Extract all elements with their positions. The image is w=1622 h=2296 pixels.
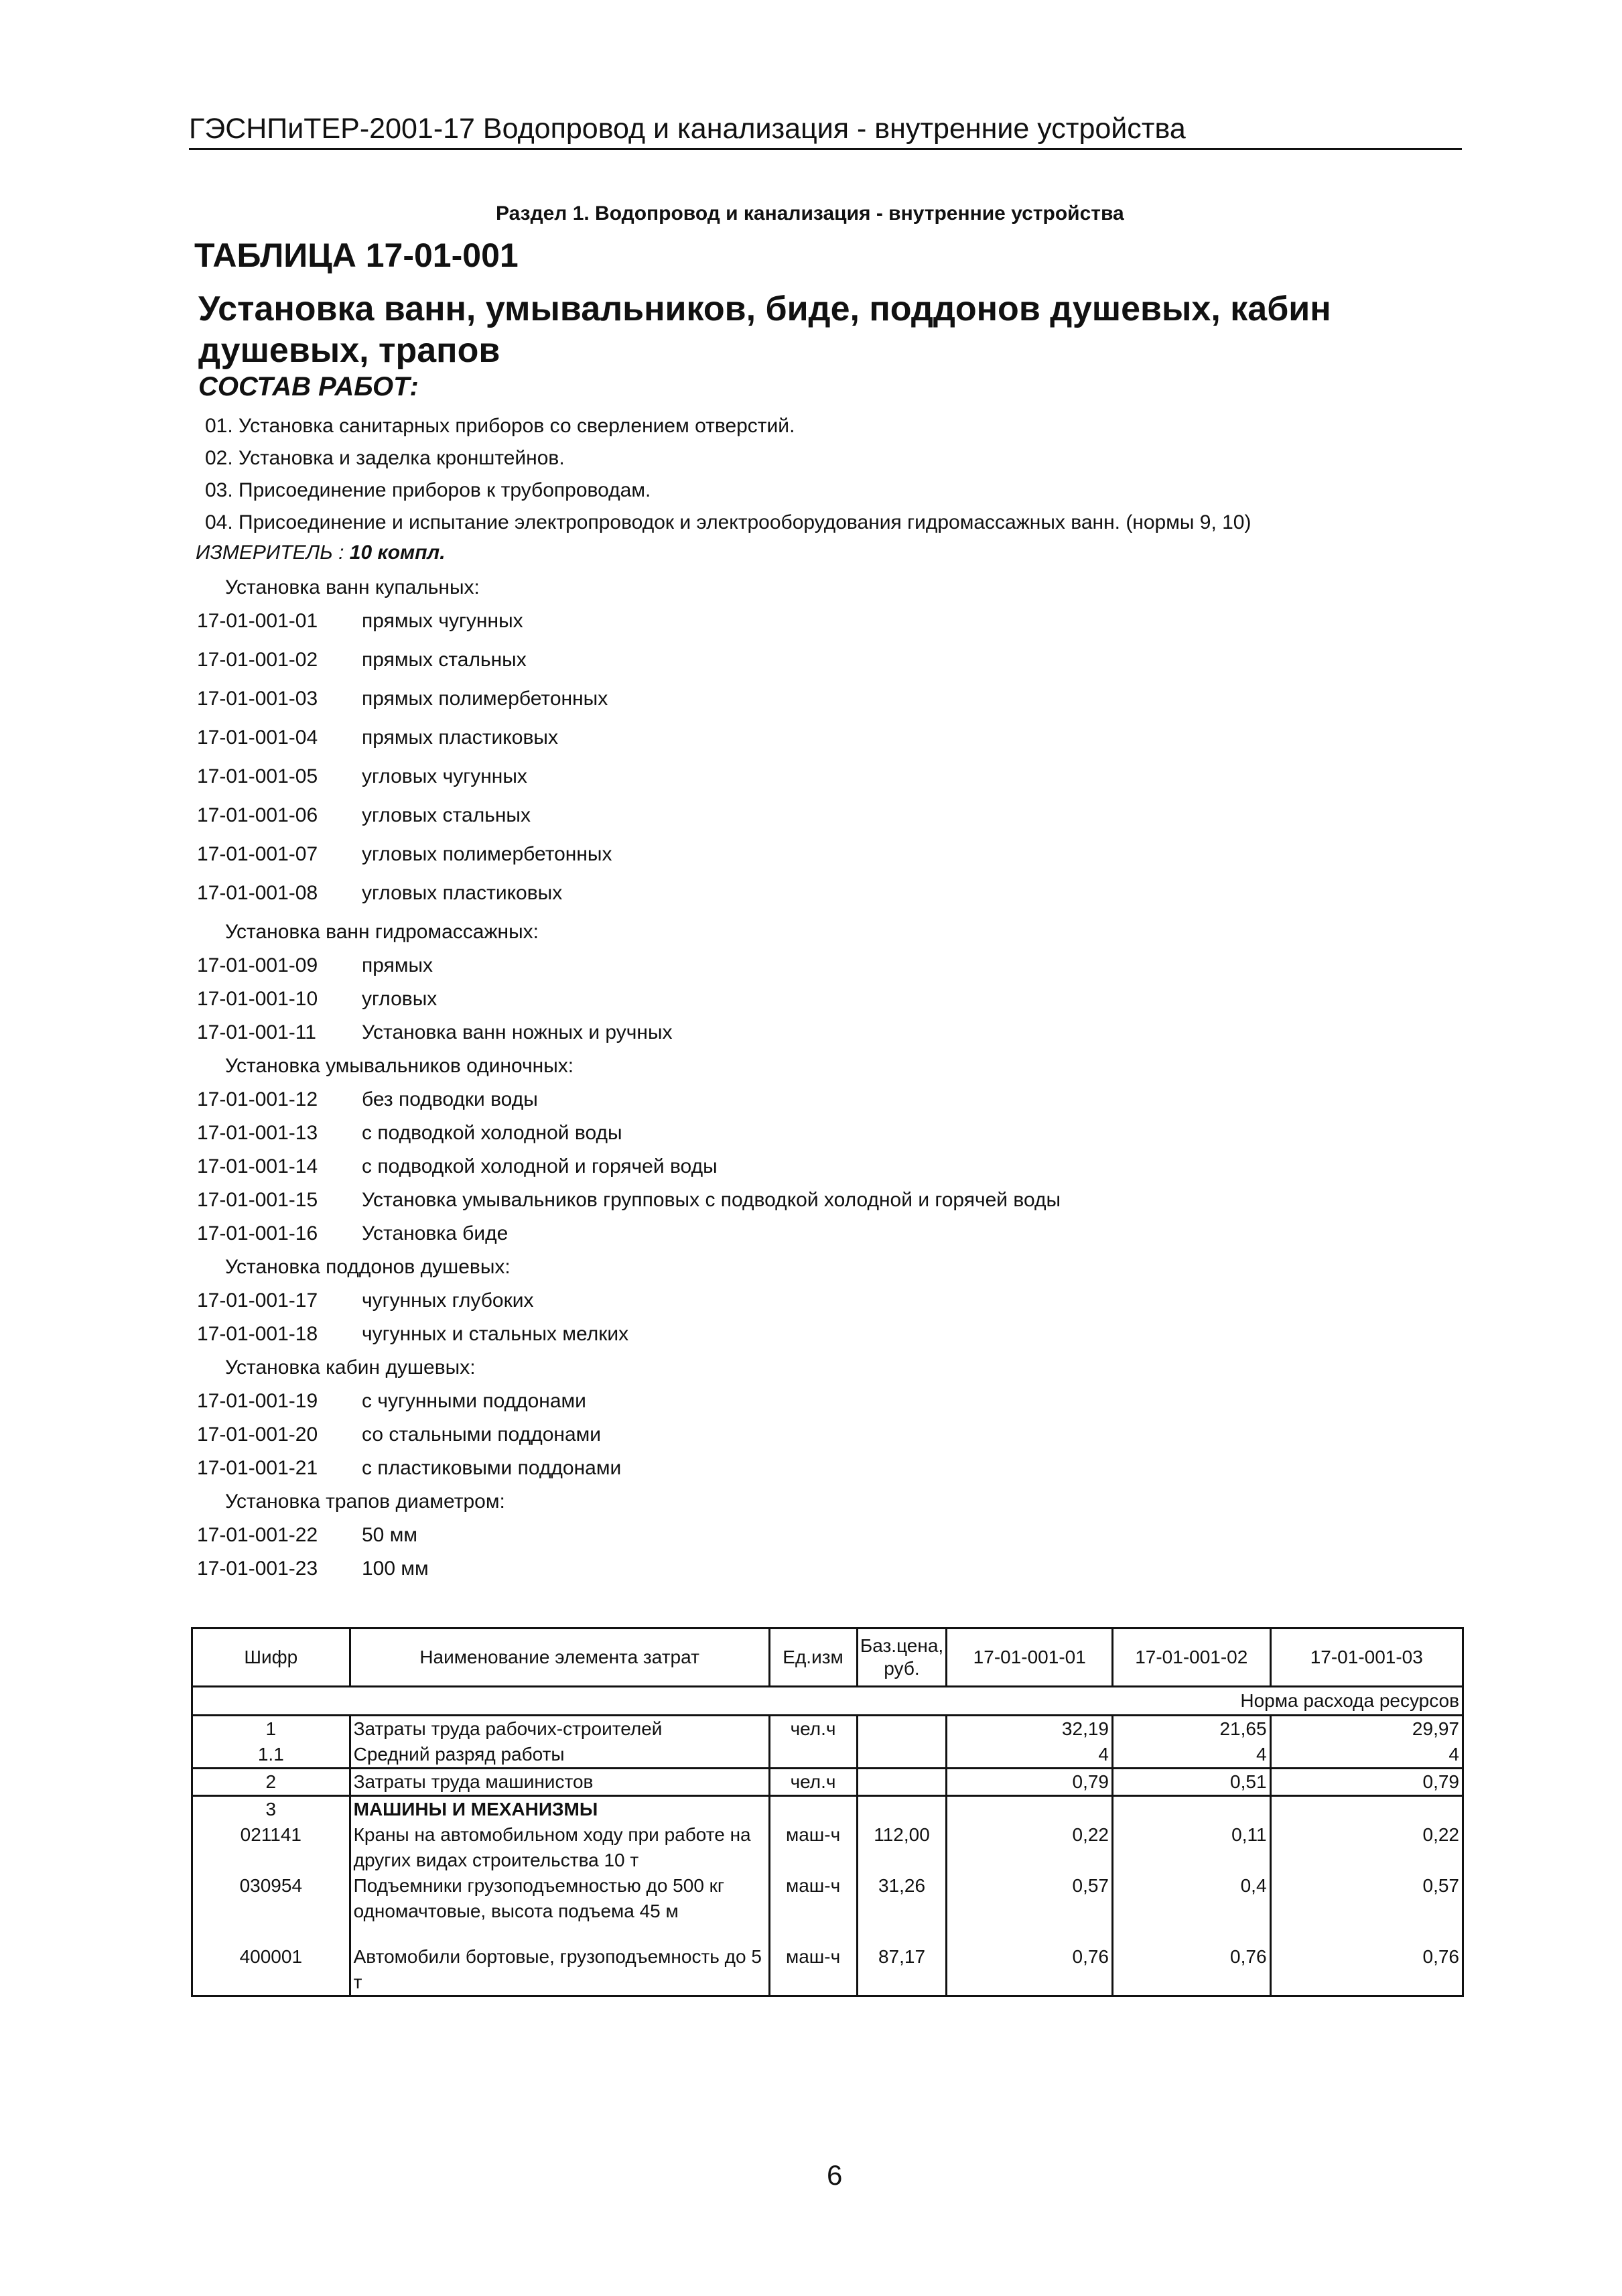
code-description: чугунных и стальных мелких	[362, 1323, 629, 1345]
code-item	[197, 765, 1061, 804]
table-cell: 030954	[192, 1873, 350, 1924]
code-number: 17-01-001-09	[197, 954, 318, 976]
table-cell: 0,4	[1113, 1873, 1271, 1924]
code-description: с подводкой холодной воды	[362, 1122, 622, 1144]
table-cell: чел.ч	[769, 1769, 857, 1796]
code-item	[197, 610, 1061, 649]
table-cell: 1	[192, 1716, 350, 1742]
code-description: без подводки воды	[362, 1088, 538, 1110]
code-number: 17-01-001-21	[197, 1457, 318, 1479]
table-cell: маш-ч	[769, 1822, 857, 1873]
table-cell	[947, 1796, 1113, 1823]
code-description: угловых стальных	[362, 804, 531, 826]
table-cell: 0,76	[947, 1944, 1113, 1996]
code-description: угловых	[362, 988, 437, 1010]
table-cell: 29,97	[1270, 1716, 1463, 1742]
table-cell	[769, 1742, 857, 1769]
code-group-heading	[197, 1490, 1061, 1524]
code-number: 17-01-001-17	[197, 1289, 318, 1312]
page-number: 6	[827, 2159, 843, 2191]
code-number: 17-01-001-16	[197, 1222, 318, 1245]
code-number: 17-01-001-13	[197, 1122, 318, 1144]
table-title: ТАБЛИЦА 17-01-001	[194, 237, 519, 274]
code-description: 100 мм	[362, 1557, 429, 1580]
table-row	[192, 1742, 1463, 1769]
code-description: прямых	[362, 954, 433, 976]
table-cell: маш-ч	[769, 1873, 857, 1924]
code-number: 17-01-001-10	[197, 988, 318, 1010]
code-item	[197, 1222, 1061, 1256]
code-item	[197, 1390, 1061, 1423]
table-cell: 021141	[192, 1822, 350, 1873]
code-number: 17-01-001-05	[197, 765, 318, 787]
table-row	[192, 1873, 1463, 1924]
table-cell: 0,57	[947, 1873, 1113, 1924]
code-number: 17-01-001-01	[197, 610, 318, 632]
code-number: 17-01-001-20	[197, 1423, 318, 1446]
table-cell: 4	[947, 1742, 1113, 1769]
table-cell: 32,19	[947, 1716, 1113, 1742]
table-cell	[1113, 1796, 1271, 1823]
table-spacer-row	[192, 1924, 1463, 1944]
table-spacer-cell	[1270, 1924, 1463, 1944]
code-number: 17-01-001-23	[197, 1557, 318, 1580]
code-item	[197, 882, 1061, 921]
table-header-cell: Наименование элемента затрат	[350, 1629, 769, 1687]
table-cell: 3	[192, 1796, 350, 1823]
code-number: 17-01-001-03	[197, 688, 318, 710]
table-cell: чел.ч	[769, 1716, 857, 1742]
table-spacer-cell	[769, 1924, 857, 1944]
running-header: ГЭСНПиТЕР-2001-17 Водопровод и канализация - внутренние устройства	[189, 113, 1462, 150]
code-description: с пластиковыми поддонами	[362, 1457, 622, 1479]
code-group-heading	[197, 1356, 1061, 1390]
code-description: 50 мм	[362, 1524, 417, 1546]
table-spacer-cell	[192, 1924, 350, 1944]
table-cell: 4	[1270, 1742, 1463, 1769]
measure-label: ИЗМЕРИТЕЛЬ :	[196, 541, 344, 564]
table-cell	[857, 1716, 947, 1742]
table-cell: Затраты труда рабочих-строителей	[350, 1716, 769, 1742]
code-description: Установка умывальников групповых с подводкой холодной и горячей воды	[362, 1189, 1061, 1211]
code-group-heading	[197, 576, 1061, 610]
work-item: 01. Установка санитарных приборов со сверлением отверстий.	[205, 415, 795, 437]
code-item	[197, 1021, 1061, 1055]
code-number: 17-01-001-12	[197, 1088, 318, 1110]
code-number: 17-01-001-11	[197, 1021, 316, 1043]
code-item	[197, 726, 1061, 765]
table-header-cell: Ед.изм	[769, 1629, 857, 1687]
code-item	[197, 1323, 1061, 1356]
code-item	[197, 1088, 1061, 1122]
code-item	[197, 688, 1061, 726]
measure-value: 10 компл.	[349, 541, 446, 564]
table-spacer-cell	[947, 1924, 1113, 1944]
table-cell: 1.1	[192, 1742, 350, 1769]
table-cell: 0,51	[1113, 1769, 1271, 1796]
code-item	[197, 843, 1061, 882]
code-number: 17-01-001-02	[197, 649, 318, 671]
table-cell: МАШИНЫ И МЕХАНИЗМЫ	[350, 1796, 769, 1823]
code-description: угловых чугунных	[362, 765, 527, 787]
table-header-cell: Шифр	[192, 1629, 350, 1687]
code-group-label: Установка умывальников одиночных:	[225, 1055, 574, 1077]
code-group-heading	[197, 921, 1061, 954]
works-list	[205, 410, 1251, 539]
table-spacer-cell	[1113, 1924, 1271, 1944]
table-row	[192, 1944, 1463, 1996]
table-cell: 400001	[192, 1944, 350, 1996]
code-group-label: Установка ванн гидромассажных:	[225, 921, 539, 943]
code-description: со стальными поддонами	[362, 1423, 602, 1446]
resources-table	[191, 1627, 1464, 1997]
code-description: угловых пластиковых	[362, 882, 563, 904]
table-cell	[769, 1796, 857, 1823]
code-item	[197, 1289, 1061, 1323]
table-spacer-cell	[350, 1924, 769, 1944]
code-description: прямых стальных	[362, 649, 527, 671]
table-cell	[1270, 1796, 1463, 1823]
table-cell: 0,22	[1270, 1822, 1463, 1873]
code-item	[197, 1457, 1061, 1490]
code-number: 17-01-001-22	[197, 1524, 318, 1546]
table-header-cell: 17-01-001-03	[1270, 1629, 1463, 1687]
table-cell: 2	[192, 1769, 350, 1796]
table-row	[192, 1822, 1463, 1873]
code-description: прямых пластиковых	[362, 726, 558, 749]
code-description: с подводкой холодной и горячей воды	[362, 1155, 718, 1177]
table-cell: 31,26	[857, 1873, 947, 1924]
section-title: Раздел 1. Водопровод и канализация - внутренние устройства	[496, 202, 1124, 225]
table-cell: 0,79	[1270, 1769, 1463, 1796]
code-description: чугунных глубоких	[362, 1289, 534, 1312]
code-group-label: Установка ванн купальных:	[225, 576, 480, 598]
table-row	[192, 1716, 1463, 1742]
code-description: с чугунными поддонами	[362, 1390, 586, 1412]
code-item	[197, 988, 1061, 1021]
code-description: прямых полимербетонных	[362, 688, 608, 710]
table-cell: 0,79	[947, 1769, 1113, 1796]
table-cell: 21,65	[1113, 1716, 1271, 1742]
table-cell	[857, 1796, 947, 1823]
table-cell: 0,76	[1113, 1944, 1271, 1996]
code-number: 17-01-001-06	[197, 804, 318, 826]
code-item	[197, 1122, 1061, 1155]
code-item	[197, 954, 1061, 988]
table-cell: 4	[1113, 1742, 1271, 1769]
code-description: Установка биде	[362, 1222, 509, 1245]
code-item	[197, 649, 1061, 688]
table-cell	[857, 1769, 947, 1796]
code-group-label: Установка кабин душевых:	[225, 1356, 476, 1379]
table-header-cell: 17-01-001-02	[1113, 1629, 1271, 1687]
table-row	[192, 1796, 1463, 1823]
code-description: угловых полимербетонных	[362, 843, 612, 865]
code-item	[197, 1423, 1061, 1457]
table-cell: 87,17	[857, 1944, 947, 1996]
table-cell: Краны на автомобильном ходу при работе на других видах строительства 10 т	[350, 1822, 769, 1873]
code-item	[197, 1189, 1061, 1222]
code-item	[197, 804, 1061, 843]
work-item: 03. Присоединение приборов к трубопроводам.	[205, 479, 651, 501]
code-item	[197, 1155, 1061, 1189]
table-cell: 0,22	[947, 1822, 1113, 1873]
table-header-cell: 17-01-001-01	[947, 1629, 1113, 1687]
code-item	[197, 1524, 1061, 1557]
code-group-label: Установка трапов диаметром:	[225, 1490, 505, 1513]
norm-row	[192, 1687, 1463, 1716]
code-number: 17-01-001-15	[197, 1189, 318, 1211]
work-item: 02. Установка и заделка кронштейнов.	[205, 447, 565, 469]
code-group-heading	[197, 1256, 1061, 1289]
code-number: 17-01-001-07	[197, 843, 318, 865]
table-header-cell: Баз.цена, руб.	[857, 1629, 947, 1687]
code-number: 17-01-001-08	[197, 882, 318, 904]
code-description: Установка ванн ножных и ручных	[362, 1021, 673, 1043]
table-cell: Автомобили бортовые, грузоподъемность до 5 т	[350, 1944, 769, 1996]
code-group-heading	[197, 1055, 1061, 1088]
main-title: Установка ванн, умывальников, биде, поддонов душевых, кабин душевых, трапов	[198, 290, 1331, 370]
code-group-label: Установка поддонов душевых:	[225, 1256, 511, 1278]
codes-list	[197, 576, 1061, 1591]
table-cell: Затраты труда машинистов	[350, 1769, 769, 1796]
code-number: 17-01-001-04	[197, 726, 318, 749]
table-cell: Подъемники грузоподъемностью до 500 кг одномачтовые, высота подъема 45 м	[350, 1873, 769, 1924]
table-cell	[857, 1742, 947, 1769]
table-cell: 0,76	[1270, 1944, 1463, 1996]
table-cell: 0,11	[1113, 1822, 1271, 1873]
works-title: СОСТАВ РАБОТ:	[198, 372, 419, 401]
code-description: прямых чугунных	[362, 610, 523, 632]
work-item: 04. Присоединение и испытание электропроводок и электрооборудования гидромассажных ванн. (нормы 9, 10)	[205, 511, 1252, 533]
table-cell: маш-ч	[769, 1944, 857, 1996]
code-item	[197, 1557, 1061, 1591]
code-number: 17-01-001-19	[197, 1390, 318, 1412]
table-cell: 112,00	[857, 1822, 947, 1873]
code-number: 17-01-001-18	[197, 1323, 318, 1345]
table-spacer-cell	[857, 1924, 947, 1944]
measure	[196, 541, 446, 564]
table-cell: 0,57	[1270, 1873, 1463, 1924]
table-cell: Средний разряд работы	[350, 1742, 769, 1769]
code-number: 17-01-001-14	[197, 1155, 318, 1177]
norm-label: Норма расхода ресурсов	[192, 1687, 1463, 1716]
table-row	[192, 1769, 1463, 1796]
